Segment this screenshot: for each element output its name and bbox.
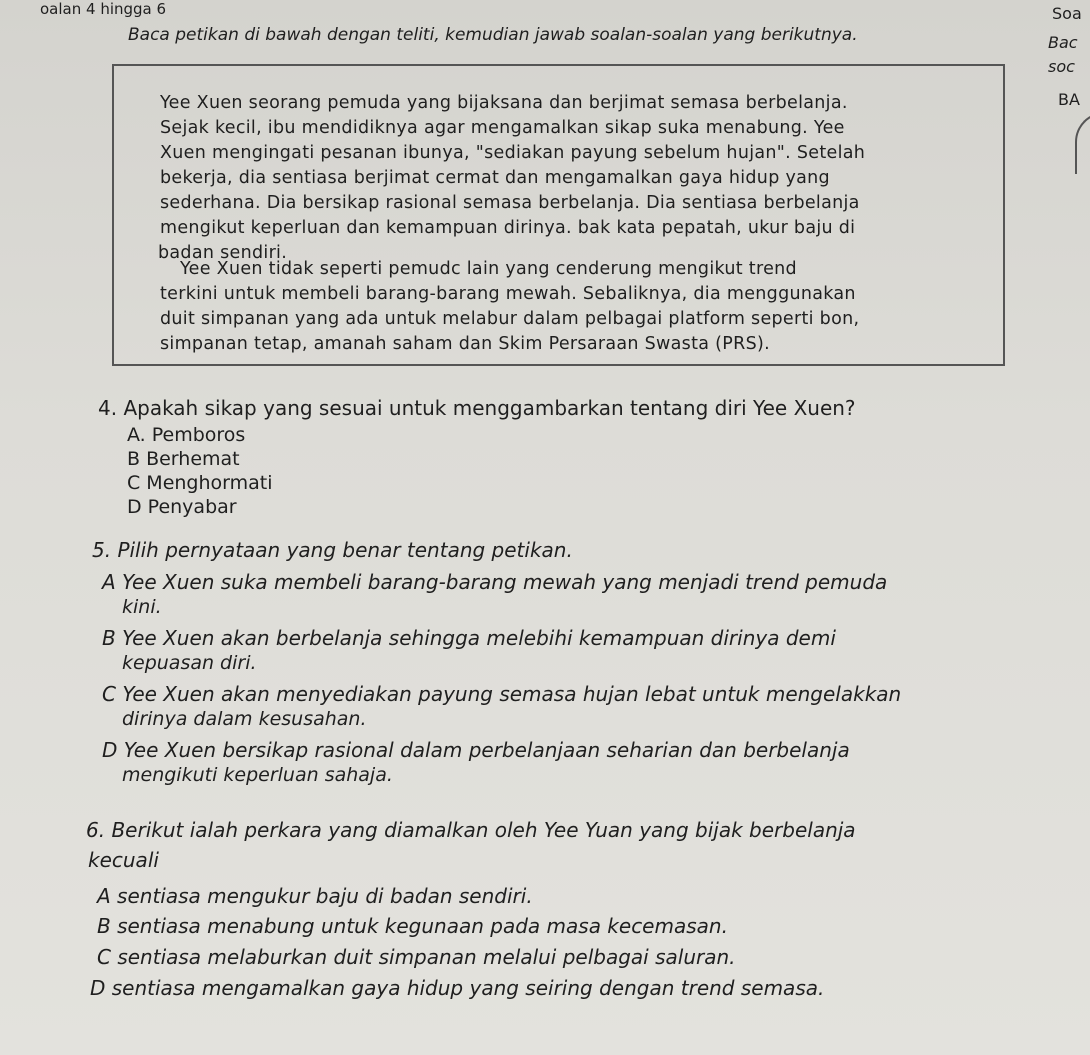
right-page-fragment-1: Soa	[1052, 4, 1082, 23]
question-5: 5. Pilih pernyataan yang benar tentang petikan.	[92, 538, 573, 562]
q5-option-b[interactable]: B Yee Xuen akan berbelanja sehingga melebihi kemampuan dirinya demi	[102, 626, 836, 650]
passage-line: simpanan tetap, amanah saham dan Skim Persaraan Swasta (PRS).	[160, 334, 770, 354]
right-page-fragment-2: Bac	[1048, 33, 1078, 52]
q5-option-d-cont: mengikuti keperluan sahaja.	[122, 764, 393, 786]
passage-line: Xuen mengingati pesanan ibunya, "sediakan payung sebelum hujan". Setelah	[160, 143, 866, 163]
section-range: oalan 4 hingga 6	[40, 0, 167, 18]
question-4: 4. Apakah sikap yang sesuai untuk menggambarkan tentang diri Yee Xuen?	[98, 396, 856, 420]
passage-line: badan sendiri.	[158, 243, 288, 263]
q5-option-a[interactable]: A Yee Xuen suka membeli barang-barang mewah yang menjadi trend pemuda	[102, 570, 888, 594]
right-page-box-edge	[1075, 112, 1090, 174]
passage-line: Yee Xuen tidak seperti pemudc lain yang cenderung mengikut trend	[180, 259, 797, 279]
q5-option-b-cont: kepuasan diri.	[122, 652, 257, 674]
q6-option-c[interactable]: C sentiasa melaburkan duit simpanan melalui pelbagai saluran.	[97, 945, 736, 969]
q6-option-a[interactable]: A sentiasa mengukur baju di badan sendiri.	[97, 884, 533, 908]
passage-line: Sejak kecil, ibu mendidiknya agar mengamalkan sikap suka menabung. Yee	[160, 118, 845, 138]
q6-option-b[interactable]: B sentiasa menabung untuk kegunaan pada masa kecemasan.	[97, 914, 728, 938]
q4-option-d[interactable]: D Penyabar	[127, 496, 237, 518]
q5-option-c[interactable]: C Yee Xuen akan menyediakan payung semasa hujan lebat untuk mengelakkan	[102, 682, 902, 706]
instruction-text: Baca petikan di bawah dengan teliti, kemudian jawab soalan-soalan yang berikutnya.	[128, 25, 858, 45]
passage-line: terkini untuk membeli barang-barang mewah. Sebaliknya, dia menggunakan	[160, 284, 856, 304]
q5-option-c-cont: dirinya dalam kesusahan.	[122, 708, 367, 730]
passage-line: sederhana. Dia bersikap rasional semasa berbelanja. Dia sentiasa berbelanja	[160, 193, 860, 213]
q5-option-d[interactable]: D Yee Xuen bersikap rasional dalam perbelanjaan seharian dan berbelanja	[102, 738, 850, 762]
q6-option-d[interactable]: D sentiasa mengamalkan gaya hidup yang seiring dengan trend semasa.	[90, 976, 825, 1000]
q4-option-c[interactable]: C Menghormati	[127, 472, 273, 494]
right-page-fragment-4: BA	[1058, 90, 1080, 109]
question-6: 6. Berikut ialah perkara yang diamalkan oleh Yee Yuan yang bijak berbelanja	[86, 818, 856, 842]
q4-option-a[interactable]: A. Pemboros	[127, 424, 246, 446]
passage-line: bekerja, dia sentiasa berjimat cermat dan mengamalkan gaya hidup yang	[160, 168, 830, 188]
q5-option-a-cont: kini.	[122, 596, 162, 618]
passage-line: mengikut keperluan dan kemampuan dirinya. bak kata pepatah, ukur baju di	[160, 218, 856, 238]
q4-option-b[interactable]: B Berhemat	[127, 448, 240, 470]
question-6-cont: kecuali	[88, 848, 159, 872]
passage-line: Yee Xuen seorang pemuda yang bijaksana dan berjimat semasa berbelanja.	[160, 93, 848, 113]
right-page-fragment-3: soc	[1048, 57, 1075, 76]
passage-line: duit simpanan yang ada untuk melabur dalam pelbagai platform seperti bon,	[160, 309, 860, 329]
